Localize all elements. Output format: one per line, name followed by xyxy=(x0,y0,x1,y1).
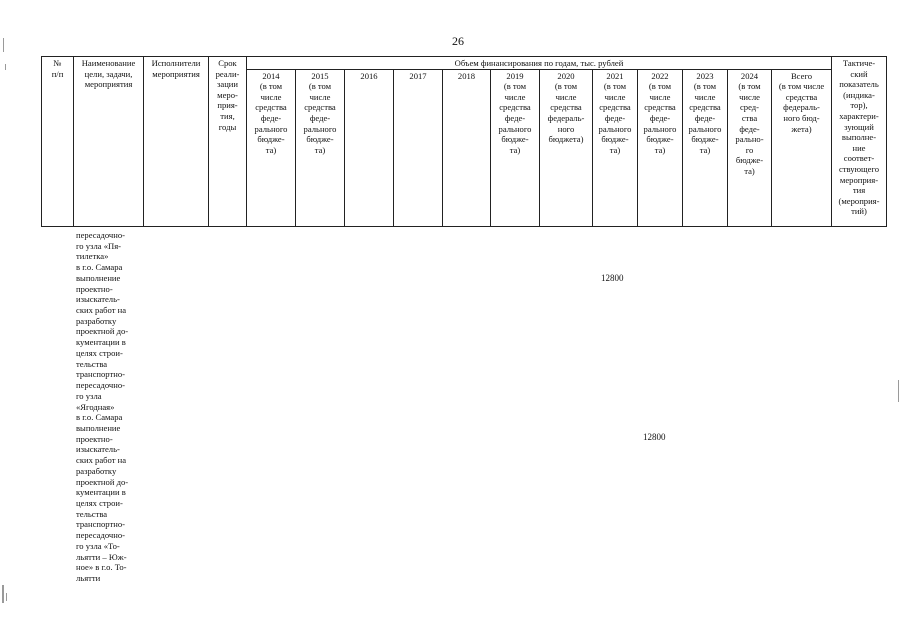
header-row-number: № п/п xyxy=(42,57,74,227)
header-year-2014: 2014 (в том числе средства феде- рального бюдже- та) xyxy=(247,69,296,226)
header-year-2020: 2020 (в том числе средства федераль- ного бюджета) xyxy=(540,69,593,226)
header-year-2024: 2024 (в том числе сред- ства феде- рально- го бюдже- та) xyxy=(728,69,772,226)
financing-table-header xyxy=(41,56,887,227)
header-year-2018: 2018 xyxy=(443,69,491,226)
page-number: 26 xyxy=(452,34,464,48)
header-tactical-indicator: Тактиче- ский показатель (индика- тор), характери- зующий выполне- ние соответ- ствующего мероприя- тия (мероприя- тий) xyxy=(832,57,887,227)
header-year-2017: 2017 xyxy=(394,69,443,226)
scan-mark xyxy=(2,585,4,603)
scan-mark xyxy=(3,38,4,52)
header-year-2021: 2021 (в том числе средства феде- рального бюдже- та) xyxy=(593,69,638,226)
header-total: Всего (в том числе средства федераль- ного бюд- жета) xyxy=(772,69,832,226)
header-year-2022: 2022 (в том числе средства феде- рального бюдже- та) xyxy=(638,69,683,226)
header-year-2023: 2023 (в том числе средства феде- рального бюдже- та) xyxy=(683,69,728,226)
header-executors: Исполнители мероприятия xyxy=(144,57,209,227)
amount-2021-yagodnaya: 12800 xyxy=(601,273,624,283)
amount-2022-tolyatti: 12800 xyxy=(643,432,666,442)
scan-mark xyxy=(6,593,7,601)
scan-mark xyxy=(5,64,6,70)
header-year-2016: 2016 xyxy=(345,69,394,226)
header-year-2019: 2019 (в том числе средства феде- рального бюдже- та) xyxy=(491,69,540,226)
header-activity-name: Наименование цели, задачи, мероприятия xyxy=(74,57,144,227)
scan-mark xyxy=(898,380,899,402)
header-term: Срок реали- зации меро- прия- тия, годы xyxy=(209,57,247,227)
header-funding-group: Объем финансирования по годам, тыс. рублей xyxy=(247,57,832,70)
header-year-2015: 2015 (в том числе средства феде- рального бюдже- та) xyxy=(296,69,345,226)
activity-description: пересадочно- го узла «Пя- тилетка» в г.о. Самара выполнение проектно- изыскатель- ских работ на разработку проектной до- кументации в целях строи- тельства транспортно- пересадочно- го узла «Ягодная» в г.о. Самара выполнение проектно- изыскатель- ских работ на разработку проектной до- кументации в целях строи- тельства транспортно- пересадочно- го узла «То- льятти – Юж- ное» в г.о. То- льятти xyxy=(76,230,129,583)
